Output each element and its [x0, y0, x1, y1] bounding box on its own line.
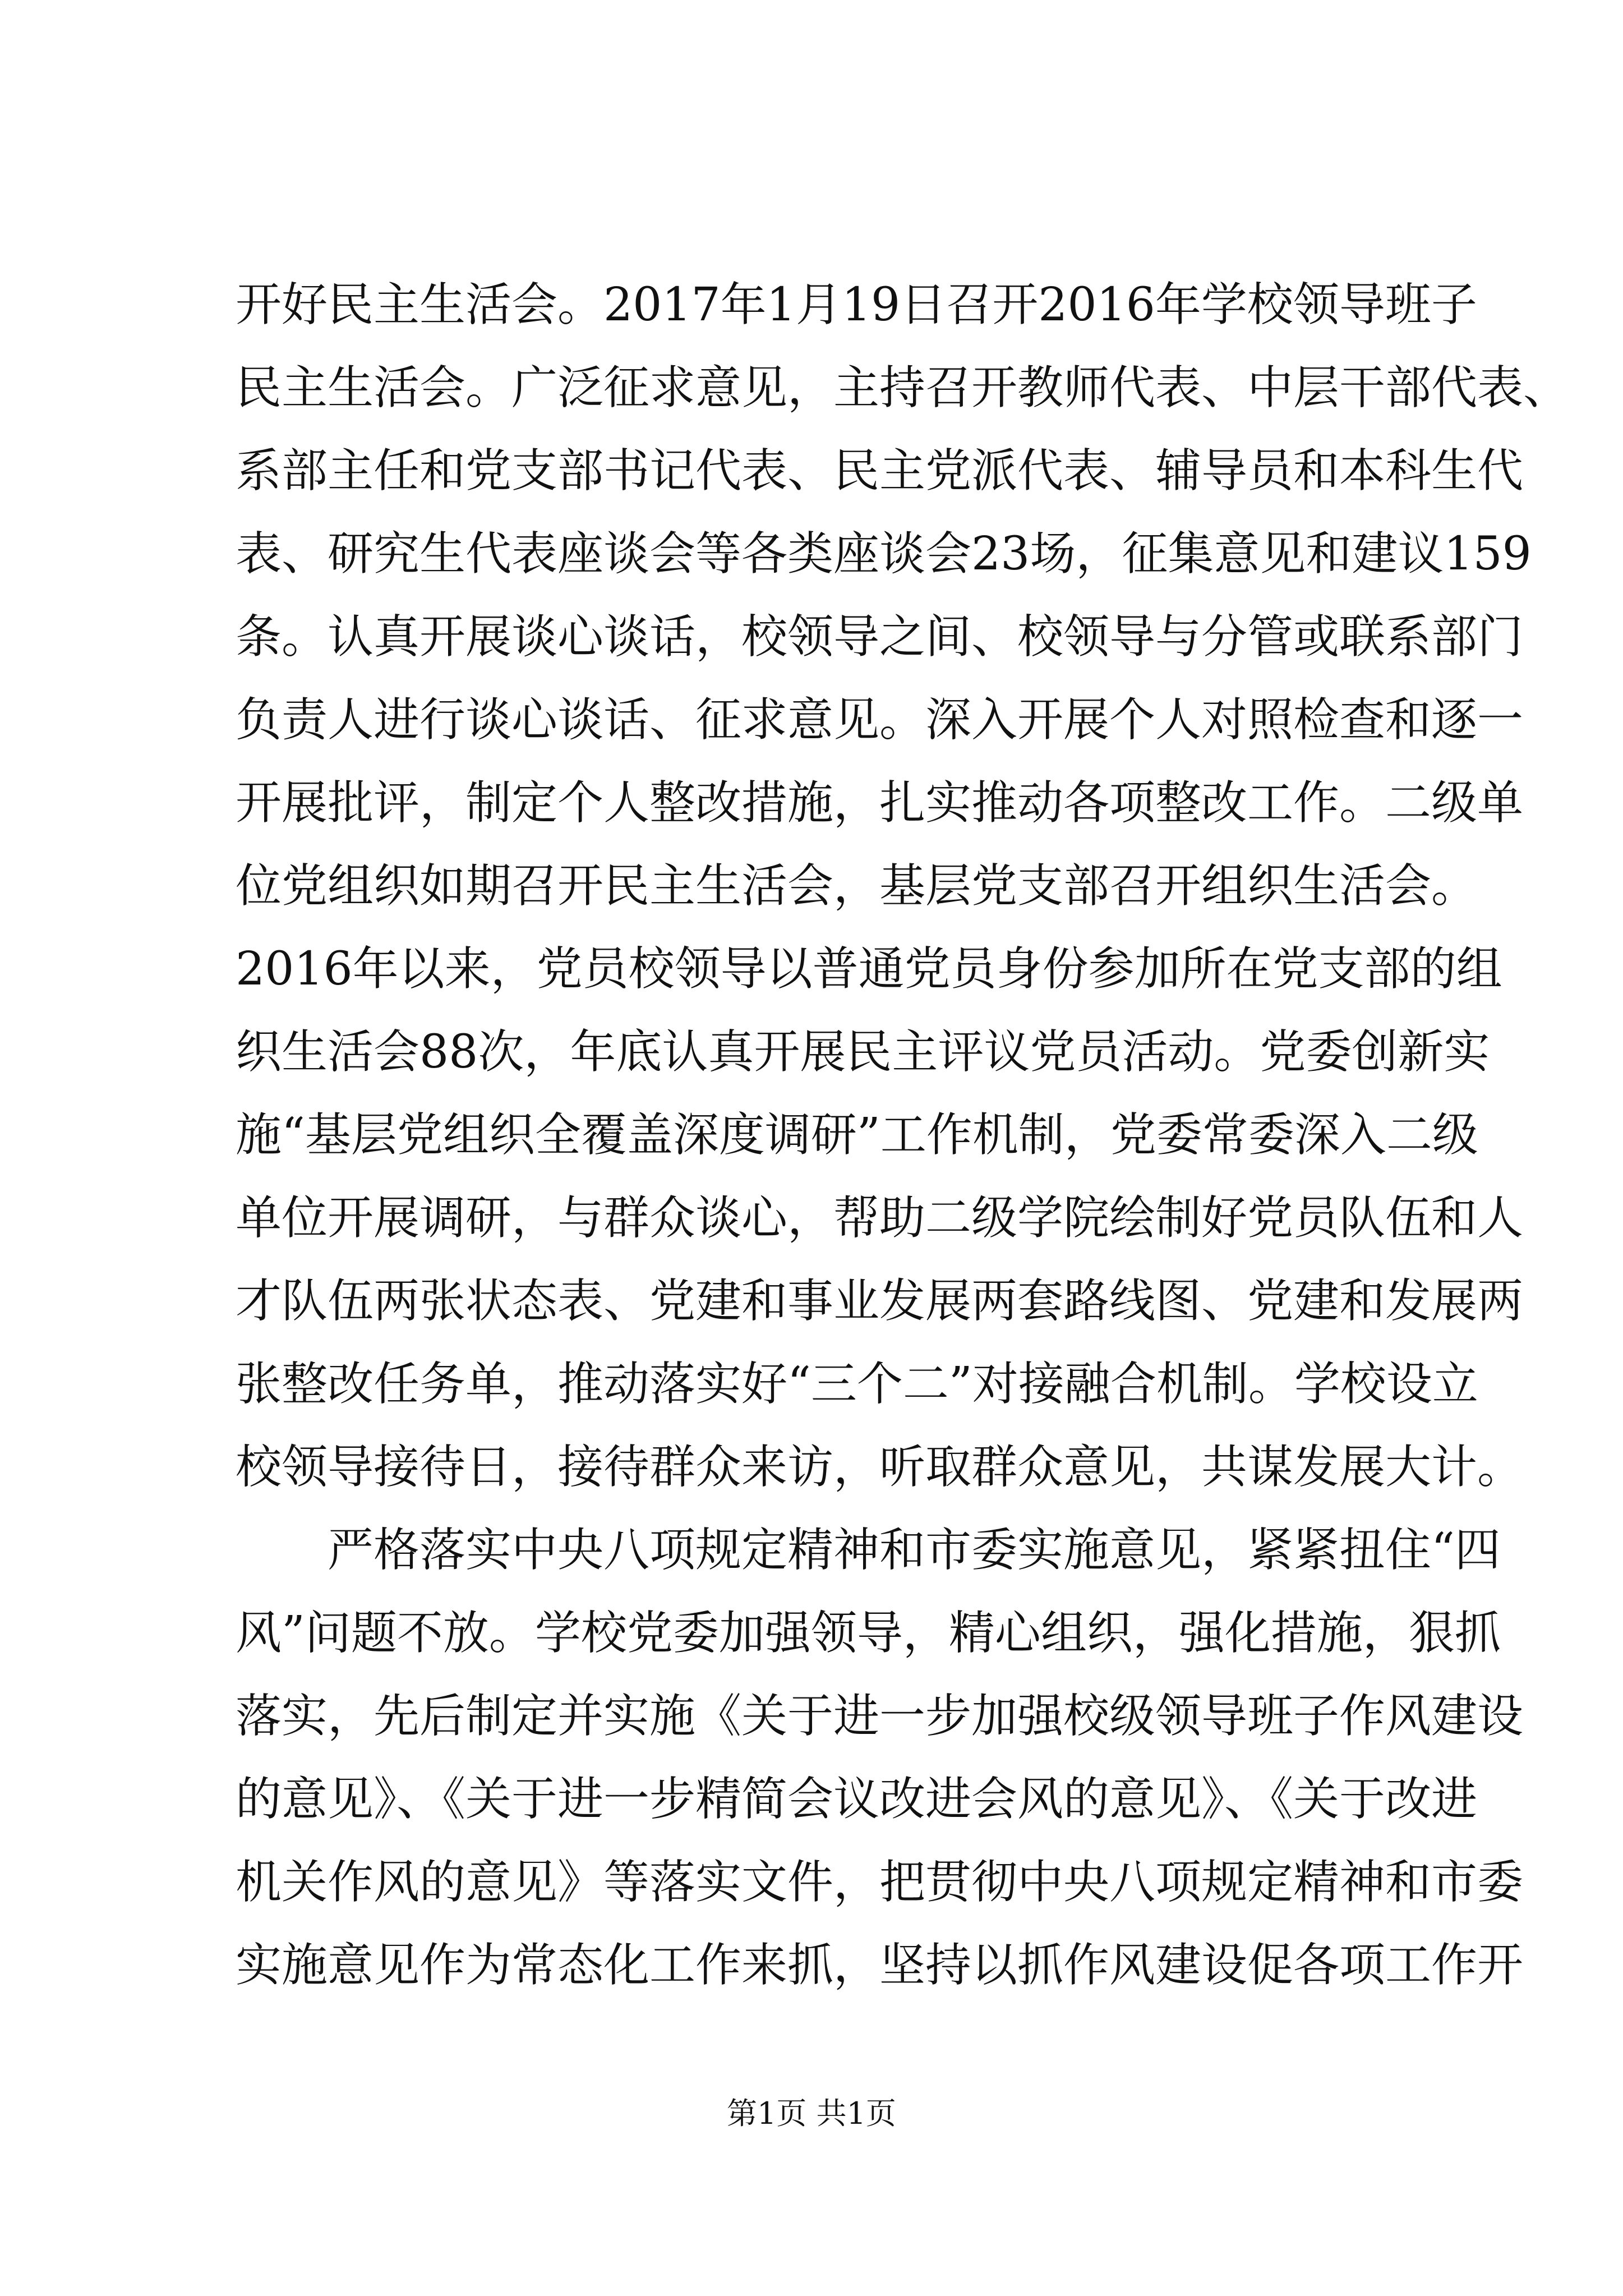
document-body [236, 264, 1570, 2007]
text-line: 系部主任和党支部书记代表、民主党派代表、辅导员和本科生代 [236, 444, 1524, 498]
text-line: 实施意见作为常态化工作来抓，坚持以抓作风建设促各项工作开 [236, 1939, 1524, 1992]
text-line: 机关作风的意见》等落实文件，把贯彻中央八项规定精神和市委 [236, 1856, 1524, 1909]
text-line: 施“基层党组织全覆盖深度调研”工作机制，党委常委深入二级 [236, 1108, 1478, 1162]
text-line: 位党组织如期召开民主生活会，基层党支部召开组织生活会。 [236, 859, 1478, 913]
text-line: 才队伍两张状态表、党建和事业发展两套路线图、党建和发展两 [236, 1274, 1524, 1328]
paragraph-2 [236, 1509, 1524, 2007]
text-line: 民主生活会。广泛征求意见，主持召开教师代表、中层干部代表、 [236, 361, 1570, 415]
page-number-footer: 第1页 共1页 [727, 2096, 896, 2131]
paragraph-1 [236, 264, 1570, 1509]
text-line: 开好民主生活会。2017年1月19日召开2016年学校领导班子 [236, 278, 1477, 332]
text-line: 落实，先后制定并实施《关于进一步加强校级领导班子作风建设 [236, 1690, 1524, 1743]
text-line: 风”问题不放。学校党委加强领导，精心组织，强化措施，狠抓 [236, 1607, 1501, 1660]
text-line: 校领导接待日，接待群众来访，听取群众意见，共谋发展大计。 [236, 1441, 1524, 1494]
text-line: 织生活会88次，年底认真开展民主评议党员活动。党委创新实 [236, 1025, 1490, 1079]
text-line: 2016年以来，党员校领导以普通党员身份参加所在党支部的组 [236, 942, 1502, 996]
text-line: 负责人进行谈心谈话、征求意见。深入开展个人对照检查和逐一 [236, 693, 1524, 747]
text-line: 表、研究生代表座谈会等各类座谈会23场，征集意见和建议159 [236, 527, 1532, 581]
text-line: 单位开展调研，与群众谈心，帮助二级学院绘制好党员队伍和人 [236, 1191, 1524, 1245]
text-line: 开展批评，制定个人整改措施，扎实推动各项整改工作。二级单 [236, 776, 1524, 830]
text-line: 张整改任务单，推动落实好“三个二”对接融合机制。学校设立 [236, 1358, 1478, 1411]
text-line: 的意见》、《关于进一步精简会议改进会风的意见》、《关于改进 [236, 1773, 1478, 1826]
text-line: 条。认真开展谈心谈话，校领导之间、校领导与分管或联系部门 [236, 610, 1524, 664]
text-line: 严格落实中央八项规定精神和市委实施意见，紧紧扭住“四 [328, 1524, 1501, 1577]
